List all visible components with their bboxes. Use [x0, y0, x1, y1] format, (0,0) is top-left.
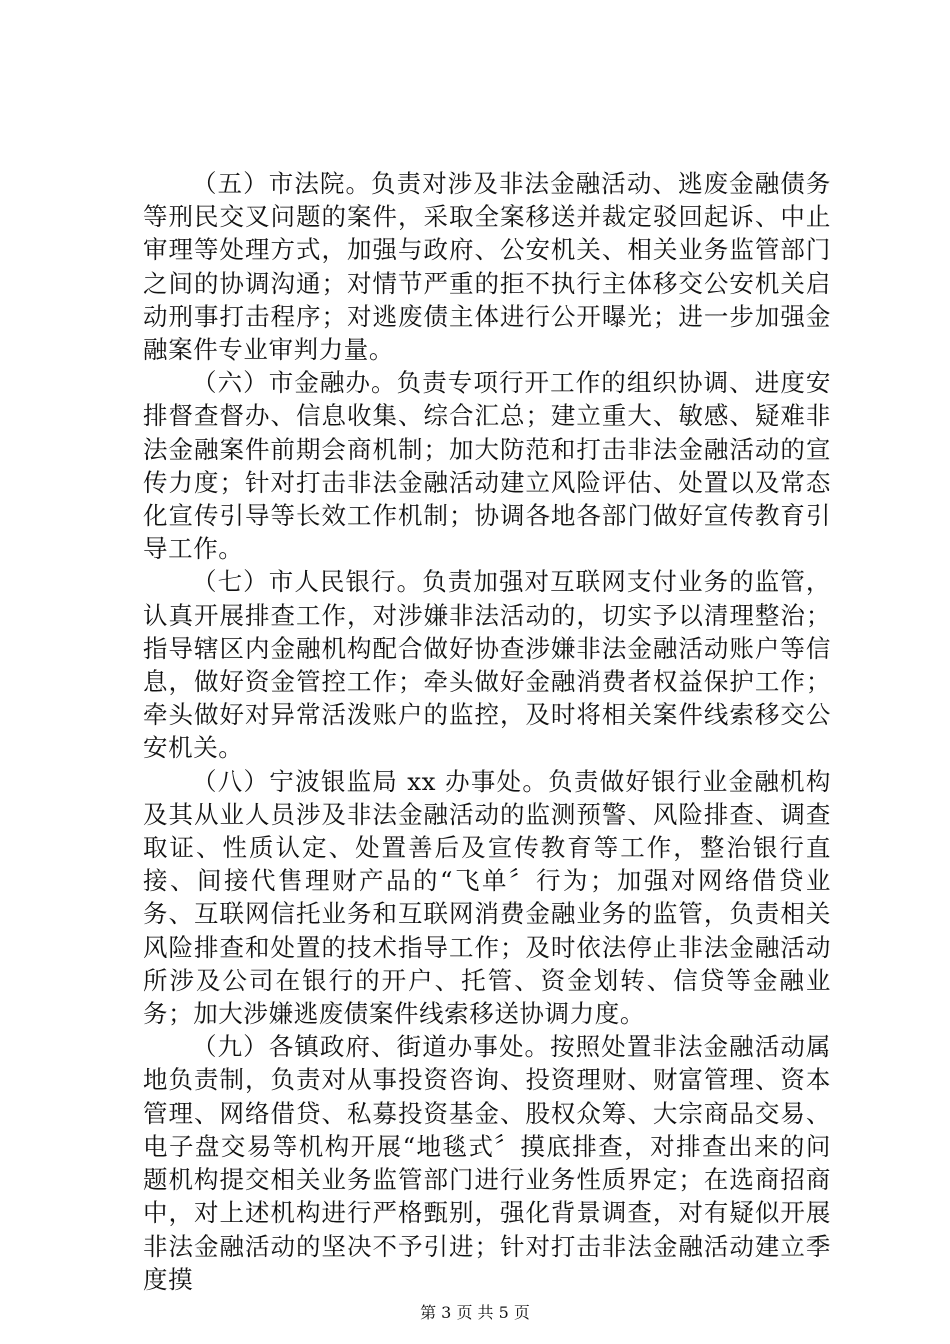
document-body: [143, 167, 831, 1296]
paragraph-court: （五）市法院。负责对涉及非法金融活动、逃废金融债务等刑民交叉问题的案件，采取全案移送并裁定驳回起诉、中止审理等处理方式，加强与政府、公安机关、相关业务监管部门之间的协调沟通；对情节严重的拒不执行主体移交公安机关启动刑事打击程序；对逃废债主体进行公开曝光；进一步加强金融案件专业审判力量。: [143, 169, 831, 365]
paragraph-peoples-bank: （七）市人民银行。负责加强对互联网支付业务的监管，认真开展排查工作，对涉嫌非法活动的，切实予以清理整治；指导辖区内金融机构配合做好协查涉嫌非法金融活动账户等信息，做好资金管控工作；牵头做好金融消费者权益保护工作；牵头做好对异常活泼账户的监控，及时将相关案件线索移交公安机关。: [143, 567, 831, 763]
paragraph-finance-office: （六）市金融办。负责专项行开工作的组织协调、进度安排督查督办、信息收集、综合汇总；建立重大、敏感、疑难非法金融案件前期会商机制；加大防范和打击非法金融活动的宣传力度；针对打击非法金融活动建立风险评估、处置以及常态化宣传引导等长效工作机制；协调各地各部门做好宣传教育引导工作。: [143, 368, 831, 564]
paragraph-town-governments: （九）各镇政府、街道办事处。按照处置非法金融活动属地负责制，负责对从事投资咨询、投资理财、财富管理、资本管理、网络借贷、私募投资基金、股权众筹、大宗商品交易、电子盘交易等机构开展“地毯式〞摸底排查，对排查出来的问题机构提交相关业务监管部门进行业务性质界定；在选商招商中，对上述机构进行严格甄别，强化背景调查，对有疑似开展非法金融活动的坚决不予引进；针对打击非法金融活动建立季度摸: [143, 1032, 831, 1294]
paragraph-banking-regulator: （八）宁波银监局 xx 办事处。负责做好银行业金融机构及其从业人员涉及非法金融活动的监测预警、风险排查、调查取证、性质认定、处置善后及宣传教育等工作，整治银行直接、间接代售理财产品的“飞单〞行为；加强对网络借贷业务、互联网信托业务和互联网消费金融业务的监管，负责相关风险排查和处置的技术指导工作；及时依法停止非法金融活动所涉及公司在银行的开户、托管、资金划转、信贷等金融业务；加大涉嫌逃废债案件线索移送协调力度。: [143, 766, 831, 1029]
page-number-footer: 第 3 页 共 5 页: [420, 1303, 530, 1322]
